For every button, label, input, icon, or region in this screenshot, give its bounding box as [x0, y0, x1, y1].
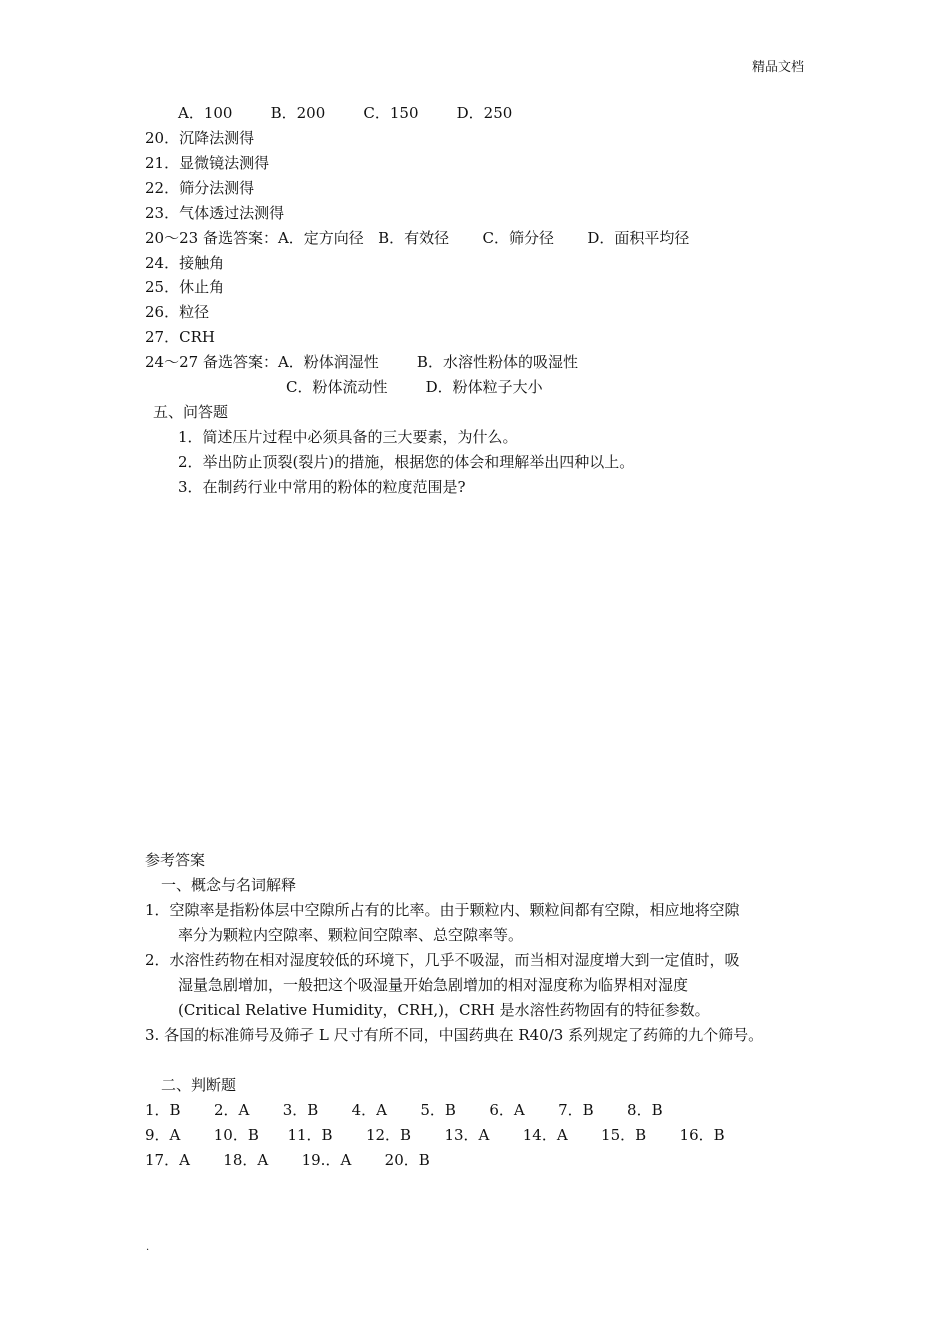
- choices-20-23: 20～23 备选答案：A．定方向径 B．有效径 C．筛分径 D．面积平均径: [145, 229, 690, 247]
- judge-row-1: 1．B 2．A 3．B 4．A 5．B 6．A 7．B 8．B: [145, 1101, 663, 1119]
- question-24: 24．接触角: [145, 254, 225, 272]
- essay-question-1: 1．简述压片过程中必须具备的三大要素，为什么。: [178, 428, 518, 446]
- judge-row-2: 9．A 10．B 11．B 12．B 13．A 14．A 15．B 16．B: [145, 1126, 725, 1144]
- answer-2-line3: (Critical Relative Humidity，CRH,)，CRH 是水溶性药物固有的特征参数。: [178, 1001, 710, 1019]
- footer-mark: .: [146, 1242, 150, 1253]
- answers-part1-title: 一、概念与名词解释: [161, 876, 297, 894]
- answer-1-line2: 率分为颗粒内空隙率、颗粒间空隙率、总空隙率等。: [178, 926, 524, 944]
- question-27: 27．CRH: [145, 328, 215, 346]
- choices-24-27-line1: 24～27 备选答案：A．粉体润湿性 B．水溶性粉体的吸湿性: [145, 353, 578, 371]
- page-header-label: 精品文档: [752, 60, 805, 75]
- answers-title: 参考答案: [145, 851, 206, 869]
- judge-row-3: 17．A 18．A 19.．A 20．B: [145, 1151, 430, 1169]
- answer-2-line2: 湿量急剧增加，一般把这个吸湿量开始急剧增加的相对湿度称为临界相对湿度: [178, 976, 689, 994]
- section5-title: 五、问答题: [153, 403, 229, 421]
- essay-question-3: 3．在制药行业中常用的粉体的粒度范围是?: [178, 478, 466, 496]
- choices-24-27-line2: C．粉体流动性 D．粉体粒子大小: [286, 378, 543, 396]
- question-23: 23．气体透过法测得: [145, 204, 285, 222]
- answers-part2-title: 二、判断题: [161, 1076, 237, 1094]
- essay-question-2: 2．举出防止顶裂(裂片)的措施，根据您的体会和理解举出四种以上。: [178, 453, 635, 471]
- option-line: A．100 B．200 C．150 D．250: [178, 104, 513, 122]
- question-21: 21．显微镜法测得: [145, 154, 270, 172]
- answer-2-line1: 2．水溶性药物在相对湿度较低的环境下，几乎不吸湿，而当相对湿度增大到一定值时，吸: [145, 951, 740, 969]
- question-25: 25．休止角: [145, 278, 225, 296]
- answer-3-line1: 3. 各国的标准筛号及筛孑 L 尺寸有所不同，中国药典在 R40/3 系列规定了药筛的九个筛号。: [145, 1026, 764, 1044]
- question-26: 26．粒径: [145, 303, 210, 321]
- question-20: 20．沉降法测得: [145, 129, 255, 147]
- question-22: 22．筛分法测得: [145, 179, 255, 197]
- answer-1-line1: 1．空隙率是指粉体层中空隙所占有的比率。由于颗粒内、颗粒间都有空隙，相应地将空隙: [145, 901, 740, 919]
